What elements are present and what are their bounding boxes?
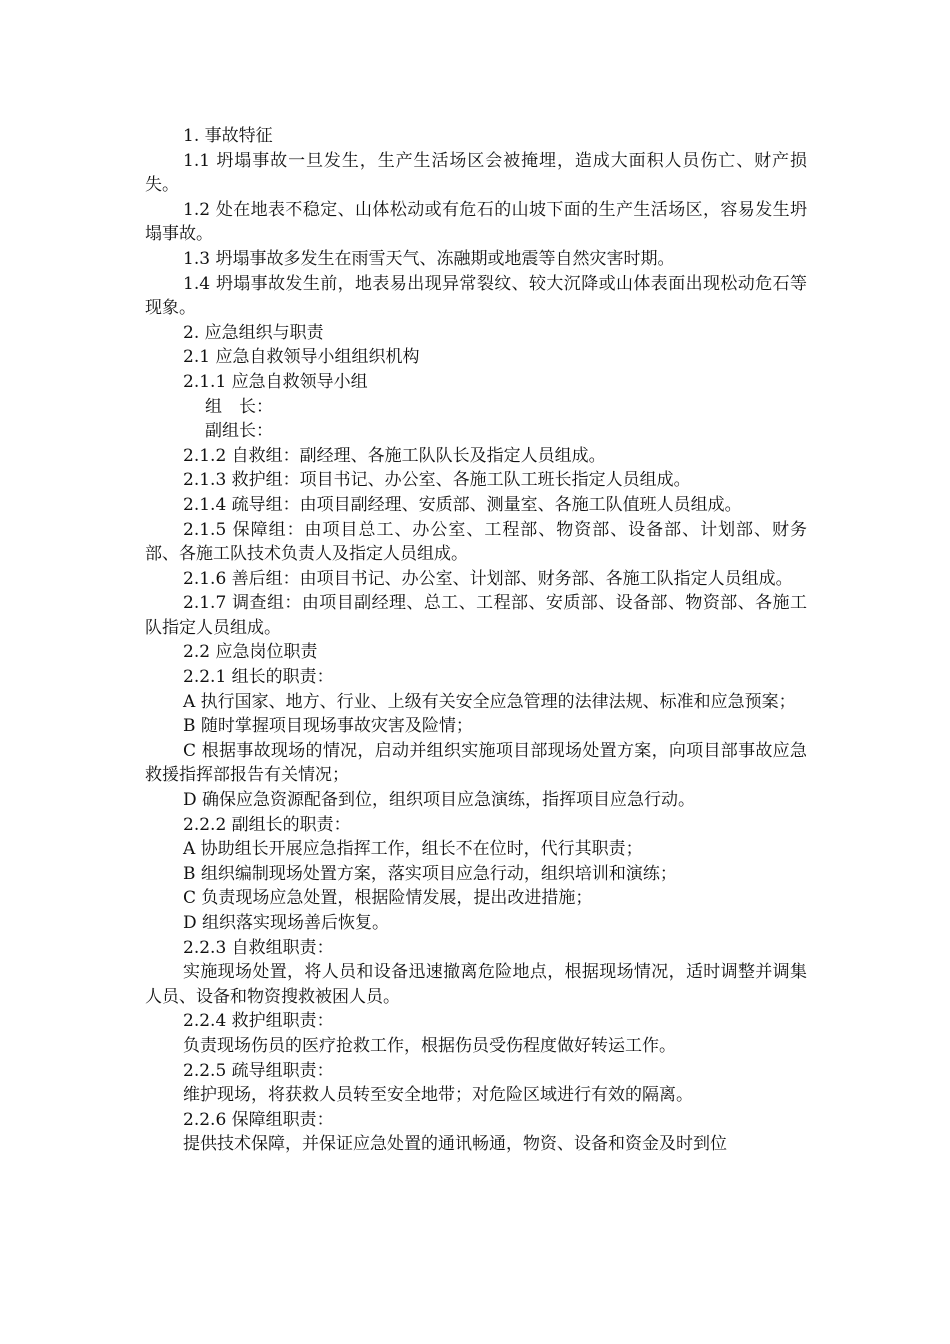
paragraph: 2. 应急组织与职责 bbox=[183, 322, 324, 343]
paragraph: 2.2.6 保障组职责： bbox=[183, 1109, 334, 1130]
paragraph: 2.2.5 疏导组职责： bbox=[183, 1060, 334, 1081]
paragraph: 提供技术保障，并保证应急处置的通讯畅通，物资、设备和资金及时到位 bbox=[183, 1134, 727, 1155]
paragraph: 1.4 坍塌事故发生前，地表易出现异常裂纹、较大沉降或山体表面出现松动危石等现象。 bbox=[145, 273, 807, 319]
paragraph: 维护现场，将获救人员转至安全地带；对危险区域进行有效的隔离。 bbox=[183, 1085, 693, 1106]
paragraph: 2.1.7 调查组：由项目副经理、总工、工程部、安质部、设备部、物资部、各施工队指定人员组成。 bbox=[145, 593, 807, 638]
paragraph: 2.2.3 自救组职责： bbox=[183, 937, 334, 958]
paragraph: 1. 事故特征 bbox=[183, 126, 273, 146]
paragraph: 2.2.1 组长的职责： bbox=[183, 667, 334, 688]
paragraph: D 确保应急资源配备到位，组织项目应急演练，指挥项目应急行动。 bbox=[183, 790, 696, 811]
paragraph: 2.1.2 自救组：副经理、各施工队队长及指定人员组成。 bbox=[183, 445, 606, 466]
paragraph: B 组织编制现场处置方案，落实项目应急行动，组织培训和演练； bbox=[183, 863, 677, 884]
paragraph: 副组长： bbox=[205, 421, 273, 442]
paragraph: 2.2.4 救护组职责： bbox=[183, 1011, 334, 1032]
paragraph: C 根据事故现场的情况，启动并组织实施项目部现场处置方案，向项目部事故应急救援指挥部报告有关情况； bbox=[145, 740, 807, 786]
paragraph: 组 长： bbox=[205, 396, 273, 417]
paragraph: B 随时掌握项目现场事故灾害及险情； bbox=[183, 716, 473, 737]
paragraph: 2.1 应急自救领导小组组织机构 bbox=[183, 347, 420, 368]
paragraph: 负责现场伤员的医疗抢救工作，根据伤员受伤程度做好转运工作。 bbox=[183, 1035, 676, 1056]
paragraph: 1.3 坍塌事故多发生在雨雪天气、冻融期或地震等自然灾害时期。 bbox=[183, 248, 675, 269]
paragraph: A 协助组长开展应急指挥工作，组长不在位时，代行其职责； bbox=[183, 839, 643, 860]
paragraph: 2.1.1 应急自救领导小组 bbox=[183, 371, 368, 392]
paragraph: 实施现场处置，将人员和设备迅速撤离危险地点，根据现场情况，适时调整并调集人员、设备和物资搜救被困人员。 bbox=[145, 962, 807, 1007]
paragraph: 2.1.4 疏导组：由项目副经理、安质部、测量室、各施工队值班人员组成。 bbox=[183, 494, 742, 515]
paragraph: 2.1.5 保障组：由项目总工、办公室、工程部、物资部、设备部、计划部、财务部、各施工队技术负责人及指定人员组成。 bbox=[145, 519, 807, 565]
paragraph: C 负责现场应急处置，根据险情发展，提出改进措施； bbox=[183, 888, 593, 909]
paragraph: 2.1.3 救护组：项目书记、办公室、各施工队工班长指定人员组成。 bbox=[183, 470, 691, 491]
paragraph: 1.1 坍塌事故一旦发生，生产生活场区会被掩埋，造成大面积人员伤亡、财产损失。 bbox=[145, 150, 807, 196]
paragraph: A 执行国家、地方、行业、上级有关安全应急管理的法律法规、标准和应急预案； bbox=[183, 691, 796, 712]
paragraph: 2.1.6 善后组：由项目书记、办公室、计划部、财务部、各施工队指定人员组成。 bbox=[183, 568, 793, 589]
document-body bbox=[145, 124, 807, 1157]
paragraph: 1.2 处在地表不稳定、山体松动或有危石的山坡下面的生产生活场区，容易发生坍塌事故。 bbox=[145, 199, 807, 245]
paragraph: 2.2.2 副组长的职责： bbox=[183, 814, 351, 835]
paragraph: 2.2 应急岗位职责 bbox=[183, 642, 318, 663]
paragraph: D 组织落实现场善后恢复。 bbox=[183, 913, 390, 933]
